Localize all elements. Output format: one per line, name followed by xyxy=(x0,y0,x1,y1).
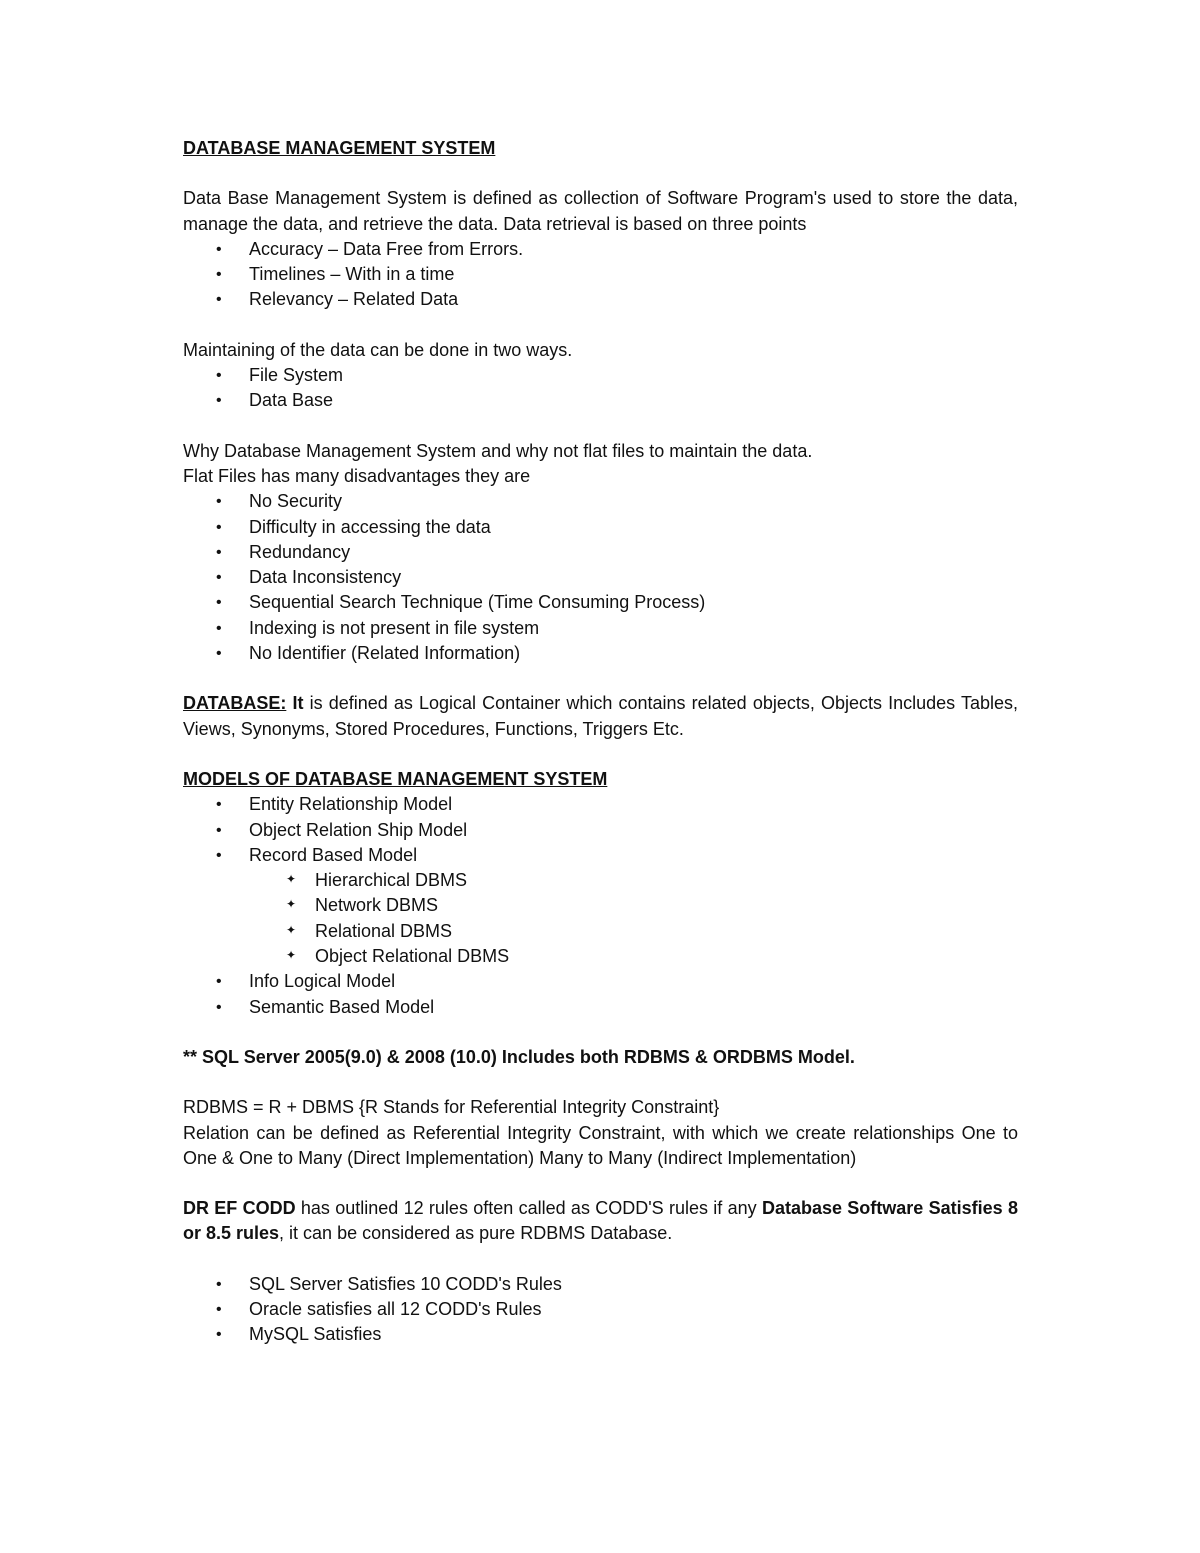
sub-list-item: ✦ Network DBMS xyxy=(183,893,1018,918)
list-item: • Info Logical Model xyxy=(183,969,1018,994)
models-heading: MODELS OF DATABASE MANAGEMENT SYSTEM xyxy=(183,768,608,789)
diamond-bullet-icon: ✦ xyxy=(286,897,297,912)
list-item: • Indexing is not present in file system xyxy=(183,616,1018,641)
bullet-icon: • xyxy=(216,645,222,663)
maintaining-paragraph: Maintaining of the data can be done in two ways. xyxy=(183,339,573,360)
list-item: • Redundancy xyxy=(183,540,1018,565)
flat-files-line: Flat Files has many disadvantages they are xyxy=(183,465,531,486)
disadvantages-list xyxy=(183,489,1018,666)
list-item: • Semantic Based Model xyxy=(183,995,1018,1020)
list-item: • Oracle satisfies all 12 CODD's Rules xyxy=(183,1297,1018,1322)
list-item: • Timelines – With in a time xyxy=(183,262,1018,287)
sql-server-note: ** SQL Server 2005(9.0) & 2008 (10.0) Includes both RDBMS & ORDBMS Model. xyxy=(183,1046,855,1067)
record-based-sublist xyxy=(249,868,1018,969)
document-title: DATABASE MANAGEMENT SYSTEM xyxy=(183,138,496,158)
document-page xyxy=(183,136,1018,1348)
bullet-icon: • xyxy=(216,1275,222,1293)
intro-paragraph: Data Base Management System is defined as collection of Software Program's used to store the data, manage the data, and retrieve the data. Data retrieval is based on three points xyxy=(183,188,1018,234)
list-item: • Object Relation Ship Model xyxy=(183,818,1018,843)
bullet-icon: • xyxy=(216,392,222,410)
bullet-icon: • xyxy=(216,1326,222,1344)
diamond-bullet-icon: ✦ xyxy=(286,872,297,887)
diamond-bullet-icon: ✦ xyxy=(286,948,297,963)
bullet-icon: • xyxy=(216,796,222,814)
list-item: • Record Based Model ✦ Hierarchical DBMS ✦ Network DBMS ✦ Relational DBMS ✦ Object Relational DBMS xyxy=(183,843,1018,969)
bullet-icon: • xyxy=(216,240,222,258)
list-item: • Relevancy – Related Data xyxy=(183,287,1018,312)
bullet-icon: • xyxy=(216,291,222,309)
maintaining-list xyxy=(183,363,1018,414)
list-item: • No Identifier (Related Information) xyxy=(183,641,1018,666)
bullet-icon: • xyxy=(216,973,222,991)
diamond-bullet-icon: ✦ xyxy=(286,922,297,937)
rdbms-definition: RDBMS = R + DBMS {R Stands for Referential Integrity Constraint} xyxy=(183,1097,720,1118)
list-item: • Data Base xyxy=(183,388,1018,413)
database-label: DATABASE: xyxy=(183,693,287,714)
codd-paragraph: DR EF CODD has outlined 12 rules often called as CODD'S rules if any Database Software Satisfies 8 or 8.5 rules, it can be considered as pure RDBMS Database. xyxy=(183,1198,1018,1244)
bullet-icon: • xyxy=(216,594,222,612)
list-item: • Entity Relationship Model xyxy=(183,792,1018,817)
relation-definition: Relation can be defined as Referential Integrity Constraint, with which we create relationships One to One & One to Many (Direct Implementation) Many to Many (Indirect Implementation) xyxy=(183,1122,1018,1168)
list-item: • File System xyxy=(183,363,1018,388)
sub-list-item: ✦ Hierarchical DBMS xyxy=(183,868,1018,893)
bullet-icon: • xyxy=(216,821,222,839)
bullet-icon: • xyxy=(216,518,222,536)
list-item: • Data Inconsistency xyxy=(183,565,1018,590)
database-definition: DATABASE: It is defined as Logical Container which contains related objects, Objects Includes Tables, Views, Synonyms, Stored Procedures, Functions, Triggers Etc. xyxy=(183,693,1018,739)
bullet-icon: • xyxy=(216,266,222,284)
bullet-icon: • xyxy=(216,367,222,385)
list-item: • MySQL Satisfies xyxy=(183,1322,1018,1347)
codd-rules-list xyxy=(183,1272,1018,1348)
retrieval-points-list xyxy=(183,237,1018,313)
bullet-icon: • xyxy=(216,569,222,587)
list-item: • SQL Server Satisfies 10 CODD's Rules xyxy=(183,1272,1018,1297)
bullet-icon: • xyxy=(216,846,222,864)
list-item: • Accuracy – Data Free from Errors. xyxy=(183,237,1018,262)
sub-list-item: ✦ Object Relational DBMS xyxy=(183,944,1018,969)
list-item: • Difficulty in accessing the data xyxy=(183,515,1018,540)
why-dbms-line: Why Database Management System and why not flat files to maintain the data. xyxy=(183,440,813,461)
list-item: • Sequential Search Technique (Time Consuming Process) xyxy=(183,590,1018,615)
bullet-icon: • xyxy=(216,493,222,511)
bullet-icon: • xyxy=(216,1300,222,1318)
models-list xyxy=(183,792,1018,1020)
bullet-icon: • xyxy=(216,998,222,1016)
list-item: • No Security xyxy=(183,489,1018,514)
bullet-icon: • xyxy=(216,543,222,561)
sub-list-item: ✦ Relational DBMS xyxy=(183,919,1018,944)
bullet-icon: • xyxy=(216,619,222,637)
